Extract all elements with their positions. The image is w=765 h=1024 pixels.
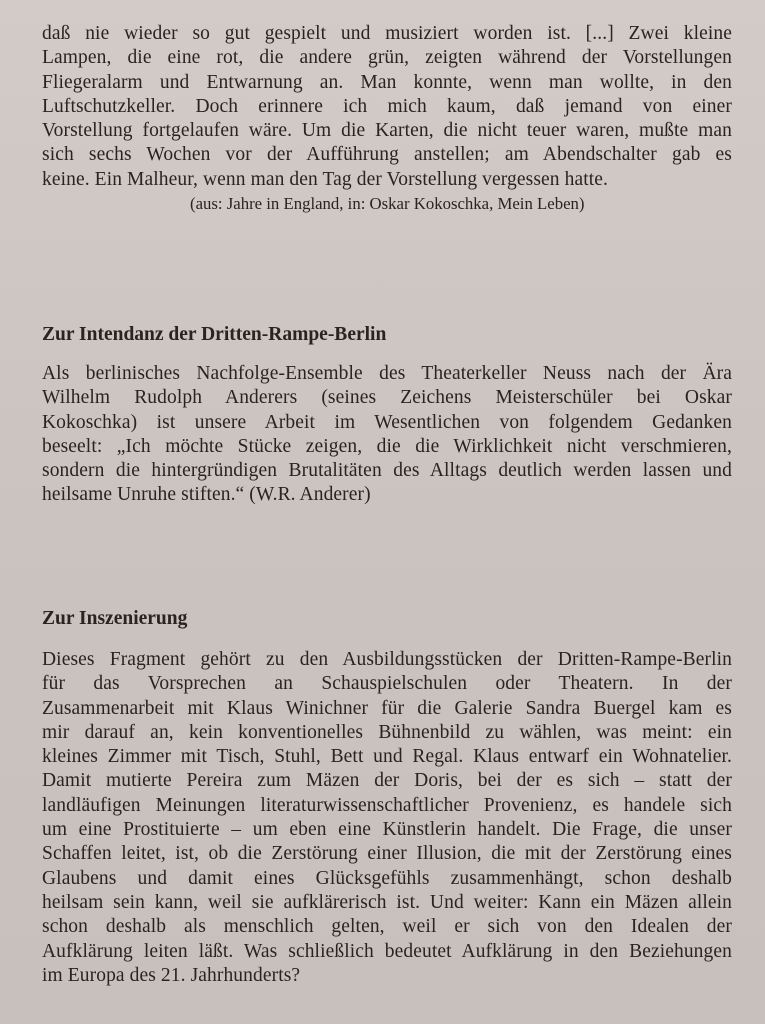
text-line: Kokoschka) ist unsere Arbeit im Wesentlichen von folgendem Gedanken [42,411,732,433]
section-heading-intendanz: Zur Intendanz der Dritten-Rampe-Berlin [42,324,387,345]
section-heading-inszenierung: Zur Inszenierung [42,608,188,629]
text-line: sondern die hintergründigen Brutalitäten des Alltags deutlich werden lassen und [42,460,732,482]
text-line: Vorstellung fortgelaufen wäre. Um die Karten, die nicht teuer waren, mußte man [42,120,732,142]
text-line: Damit mutierte Pereira zum Mäzen der Doris, bei der es sich – statt der [42,770,732,792]
text-line: schon deshalb als menschlich gelten, weil er sich von den Idealen der [42,916,732,938]
text-line: heilsam sein kann, weil sie aufklärerisch ist. Und weiter: Kann ein Mäzen allein [42,891,732,913]
text-line: beseelt: „Ich möchte Stücke zeigen, die die Wirklichkeit nicht verschmieren, [42,435,732,457]
text-line: heilsame Unruhe stiften.“ (W.R. Anderer) [42,484,371,506]
text-line: Luftschutzkeller. Doch erinnere ich mich kaum, daß jemand von einer [42,95,732,117]
text-line: sich sechs Wochen vor der Aufführung anstellen; am Abendschalter gab es [42,144,732,166]
inszenierung-paragraph [42,648,732,988]
text-line: Als berlinisches Nachfolge-Ensemble des Theaterkeller Neuss nach der Ära [42,363,732,384]
text-line: Zusammenarbeit mit Klaus Winichner für die Galerie Sandra Buergel kam es [42,697,732,719]
text-line: Schaffen leitet, ist, ob die Zerstörung einer Illusion, die mit der Zerstörung eines [42,843,732,865]
text-line: um eine Prostituierte – um eben eine Künstlerin handelt. Die Frage, die unser [42,819,732,841]
text-line: landläufigen Meinungen literaturwissenschaftlicher Provenienz, es handele sich [42,794,732,816]
text-line: Fliegeralarm und Entwarnung an. Man konnte, wenn man wollte, in den [42,71,732,93]
text-line: Aufklärung leiten läßt. Was schließlich bedeutet Aufklärung in den Beziehungen [42,940,732,962]
text-line: Dieses Fragment gehört zu den Ausbildungsstücken der Dritten-Rampe-Berlin [42,649,732,670]
text-line: keine. Ein Malheur, wenn man den Tag der Vorstellung vergessen hatte. [42,168,608,190]
intendanz-paragraph [42,362,732,508]
citation: (aus: Jahre in England, in: Oskar Kokoschka, Mein Leben) [190,194,585,214]
text-line: Wilhelm Rudolph Anderers (seines Zeichens Meisterschüler bei Oskar [42,387,732,409]
text-line: im Europa des 21. Jahrhunderts? [42,964,301,986]
text-line: kleines Zimmer mit Tisch, Stuhl, Bett und Regal. Klaus entwarf ein Wohnatelier. [42,746,732,768]
text-line: für das Vorsprechen an Schauspielschulen oder Theatern. In der [42,673,732,695]
text-line: Glaubens und damit eines Glücksgefühls zusammenhängt, schon deshalb [42,867,732,889]
intro-quote [42,22,732,216]
text-line: daß nie wieder so gut gespielt und musiziert worden ist. [...] Zwei kleine [42,23,732,44]
text-line: mir darauf an, kein konventionelles Bühnenbild zu wählen, was meint: ein [42,721,732,743]
text-line: Lampen, die eine rot, die andere grün, zeigten während der Vorstellungen [42,47,732,69]
